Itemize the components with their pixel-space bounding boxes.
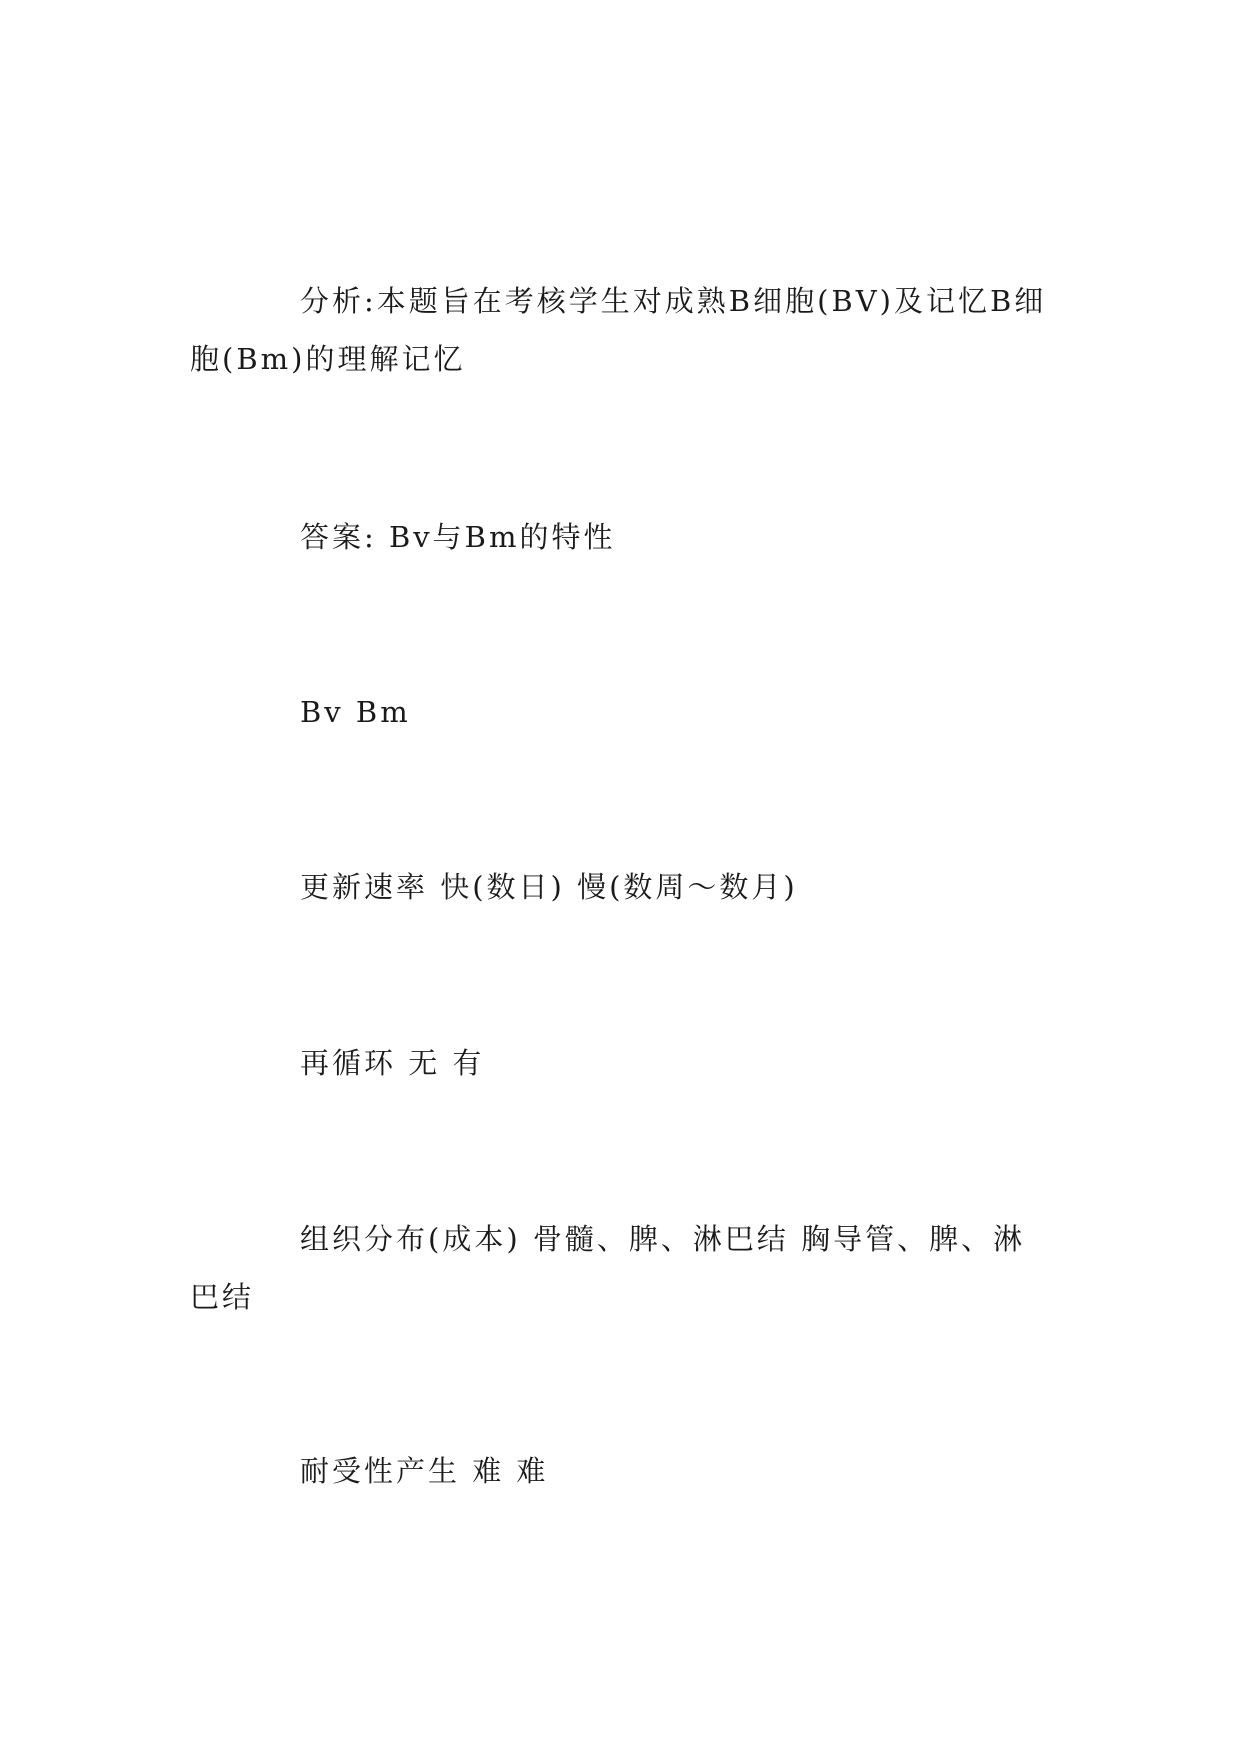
table-row-update-rate: 更新速率 快(数日) 慢(数周～数月) [300, 870, 798, 904]
table-row-tissue-distribution: 组织分布(成本) 骨髓、脾、淋巴结 胸导管、脾、淋巴结 [190, 1222, 1026, 1314]
table-header-row: Bv Bm [300, 695, 411, 729]
analysis-paragraph: 分析:本题旨在考核学生对成熟B细胞(BV)及记忆B细胞(Bm)的理解记忆 [190, 284, 1047, 376]
table-row-tolerance: 耐受性产生 难 难 [300, 1454, 549, 1488]
table-row-recirculation: 再循环 无 有 [300, 1046, 485, 1080]
answer-heading: 答案: Bv与Bm的特性 [300, 520, 616, 554]
